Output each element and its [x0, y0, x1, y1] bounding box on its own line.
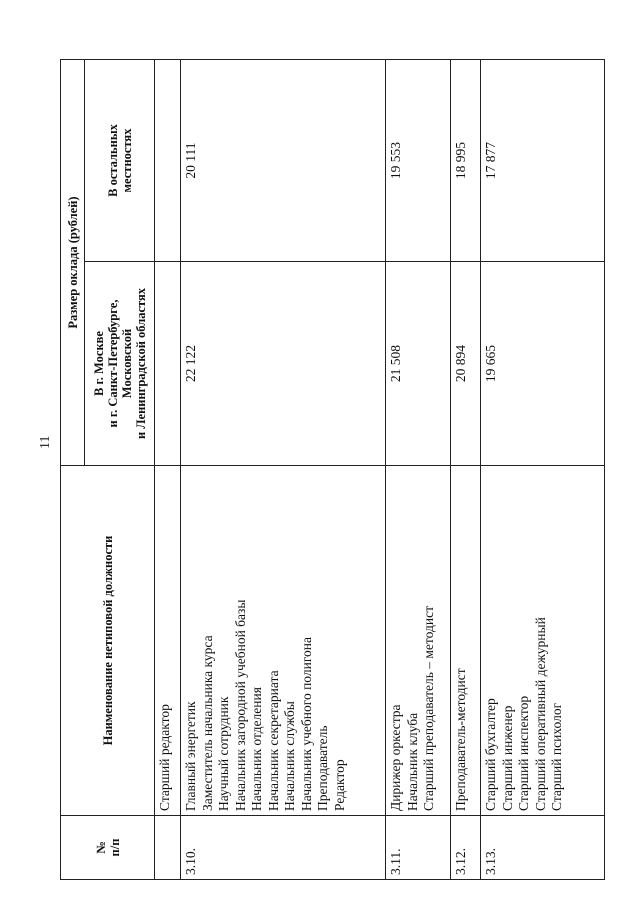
salary-moscow: 19 665	[481, 262, 605, 466]
salary-table-sheet	[60, 60, 605, 880]
table-row	[155, 60, 181, 880]
position-name: Старший психолог	[549, 702, 564, 811]
salary-moscow: 20 894	[451, 262, 481, 466]
position-name: Старший преподаватель – методист	[421, 606, 436, 811]
position-list	[181, 466, 386, 816]
header-other-salary: В остальных местностях	[85, 60, 155, 262]
position-name: Начальник службы	[282, 701, 297, 811]
salary-moscow: 22 122	[181, 262, 386, 466]
position-name: Главный энергетик	[183, 701, 198, 811]
position-name: Начальник секретариата	[265, 670, 281, 811]
position-name: Старший редактор	[157, 704, 172, 811]
salary-table	[60, 59, 605, 880]
position-list	[155, 466, 181, 816]
position-name: Заместитель начальника курса	[199, 635, 215, 811]
position-name: Редактор	[331, 759, 347, 811]
salary-moscow: 21 508	[386, 262, 451, 466]
salary-moscow	[155, 262, 181, 466]
salary-other	[155, 60, 181, 262]
position-name: Старший инженер	[499, 705, 515, 811]
position-name: Старший бухгалтер	[483, 698, 498, 811]
table-row	[386, 60, 451, 880]
position-name: Начальник загородной учебной базы	[232, 599, 248, 811]
row-number: 3.10.	[181, 816, 386, 880]
header-salary-group: Размер оклада (рублей)	[61, 60, 85, 466]
row-number: 3.12.	[451, 816, 481, 880]
table-row	[481, 60, 605, 880]
position-list	[386, 466, 451, 816]
position-name: Научный сотрудник	[216, 696, 231, 811]
position-name: Дирижер оркестра	[388, 704, 403, 811]
salary-other: 20 111	[181, 60, 386, 262]
salary-other: 18 995	[451, 60, 481, 262]
row-number: 3.13.	[481, 816, 605, 880]
position-list	[451, 466, 481, 816]
table-row	[451, 60, 481, 880]
position-name: Преподаватель-методист	[453, 668, 468, 811]
position-name: Начальник отделения	[249, 687, 264, 811]
header-num: № п/п	[61, 816, 155, 880]
position-list	[481, 466, 605, 816]
table-row	[181, 60, 386, 880]
header-moscow-salary: В г. Москве и г. Санкт-Петербурге, Московской и Ленинградской областях	[85, 262, 155, 466]
row-number	[155, 816, 181, 880]
row-number: 3.11.	[386, 816, 451, 880]
salary-other: 19 553	[386, 60, 451, 262]
salary-other: 17 877	[481, 60, 605, 262]
position-name: Начальник учебного полигона	[298, 636, 314, 811]
header-position-name: Наименование нетиповой должности	[61, 466, 155, 816]
page-number: 11	[38, 435, 53, 449]
position-name: Старший оперативный дежурный	[532, 617, 548, 811]
position-name: Старший инспектор	[516, 695, 531, 811]
position-name: Начальник клуба	[404, 712, 420, 811]
position-name: Преподаватель	[315, 725, 330, 811]
